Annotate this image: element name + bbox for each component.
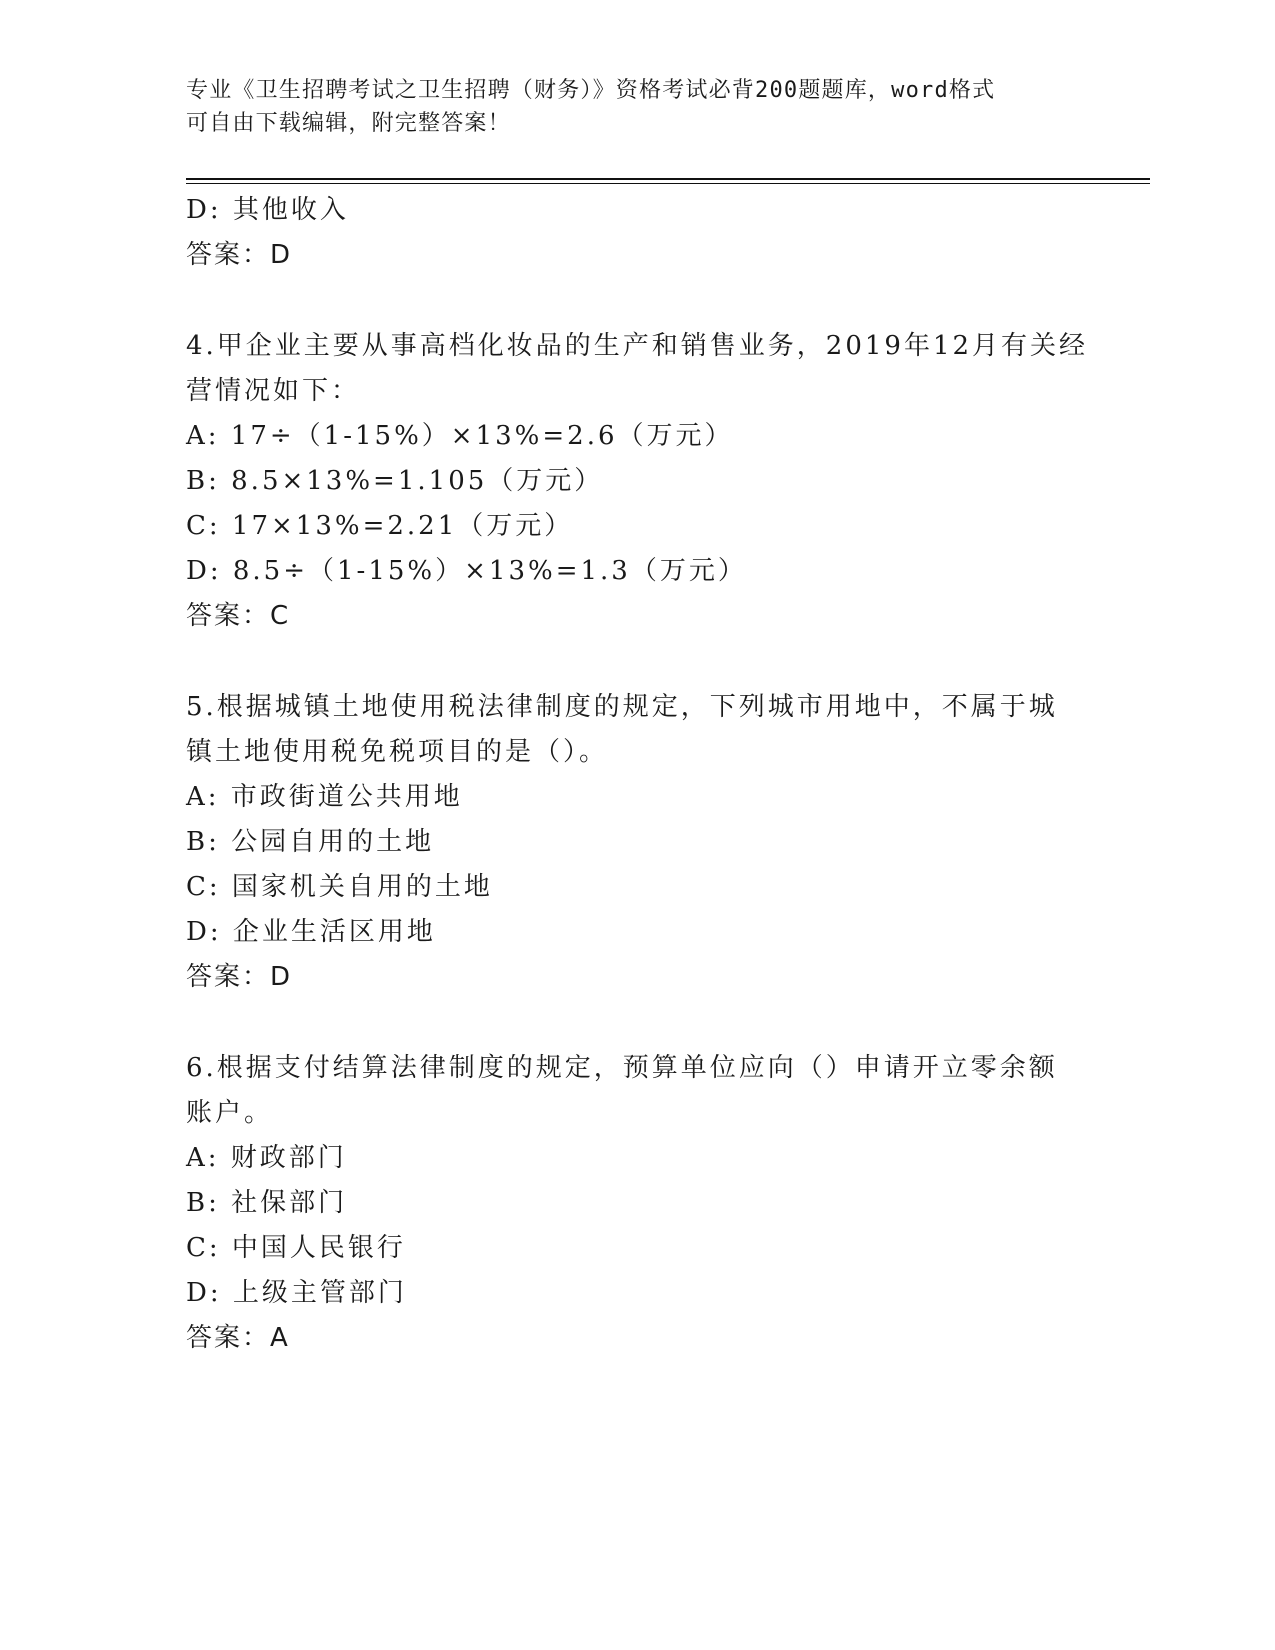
header-divider-thick (186, 178, 1150, 180)
answer-line: 答案：D (186, 962, 293, 992)
document-body (186, 188, 1089, 1361)
header-divider-thin (186, 183, 1150, 184)
option-d: D: 上级主管部门 (186, 1278, 407, 1308)
question-5 (186, 685, 1086, 1000)
option-a: A: 财政部门 (186, 1143, 347, 1173)
question-4 (186, 324, 1089, 639)
question-text-line-1: 6.根据支付结算法律制度的规定，预算单位应向（）申请开立零余额 (186, 1053, 1058, 1083)
option-d: D: 企业生活区用地 (186, 917, 436, 947)
question-text-line-2: 账户。 (186, 1098, 274, 1128)
question-text-line-1: 4.甲企业主要从事高档化妆品的生产和销售业务，2019年12月有关经 (186, 331, 1089, 361)
question-text-line-1: 5.根据城镇土地使用税法律制度的规定，下列城市用地中，不属于城 (186, 692, 1058, 722)
option-b: B: 8.5×13%=1.105（万元） (186, 466, 604, 496)
option-a: A: 17÷（1-15%）×13%=2.6（万元） (186, 421, 734, 451)
answer-line: 答案：D (186, 240, 293, 270)
answer-line: 答案：A (186, 1323, 290, 1353)
option-b: B: 社保部门 (186, 1188, 348, 1218)
option-c: C: 国家机关自用的土地 (186, 872, 493, 902)
header-title-line-1: 专业《卫生招聘考试之卫生招聘（财务）》资格考试必背200题题库，word格式 (186, 78, 996, 103)
option-a: A: 市政街道公共用地 (186, 782, 463, 812)
option-b: B: 公园自用的土地 (186, 827, 435, 857)
option-d: D: 8.5÷（1-15%）×13%=1.3（万元） (186, 556, 747, 586)
question-text-line-2: 镇土地使用税免税项目的是（）。 (186, 737, 609, 767)
question-continuation (186, 188, 1086, 278)
document-header (186, 74, 1086, 140)
option-d: D: 其他收入 (186, 195, 349, 225)
question-text-line-2: 营情况如下： (186, 376, 361, 406)
option-c: C: 17×13%=2.21（万元） (186, 511, 574, 541)
answer-line: 答案：C (186, 601, 291, 631)
question-6 (186, 1046, 1086, 1361)
header-title-line-2: 可自由下载编辑，附完整答案！ (186, 111, 511, 136)
option-c: C: 中国人民银行 (186, 1233, 406, 1263)
